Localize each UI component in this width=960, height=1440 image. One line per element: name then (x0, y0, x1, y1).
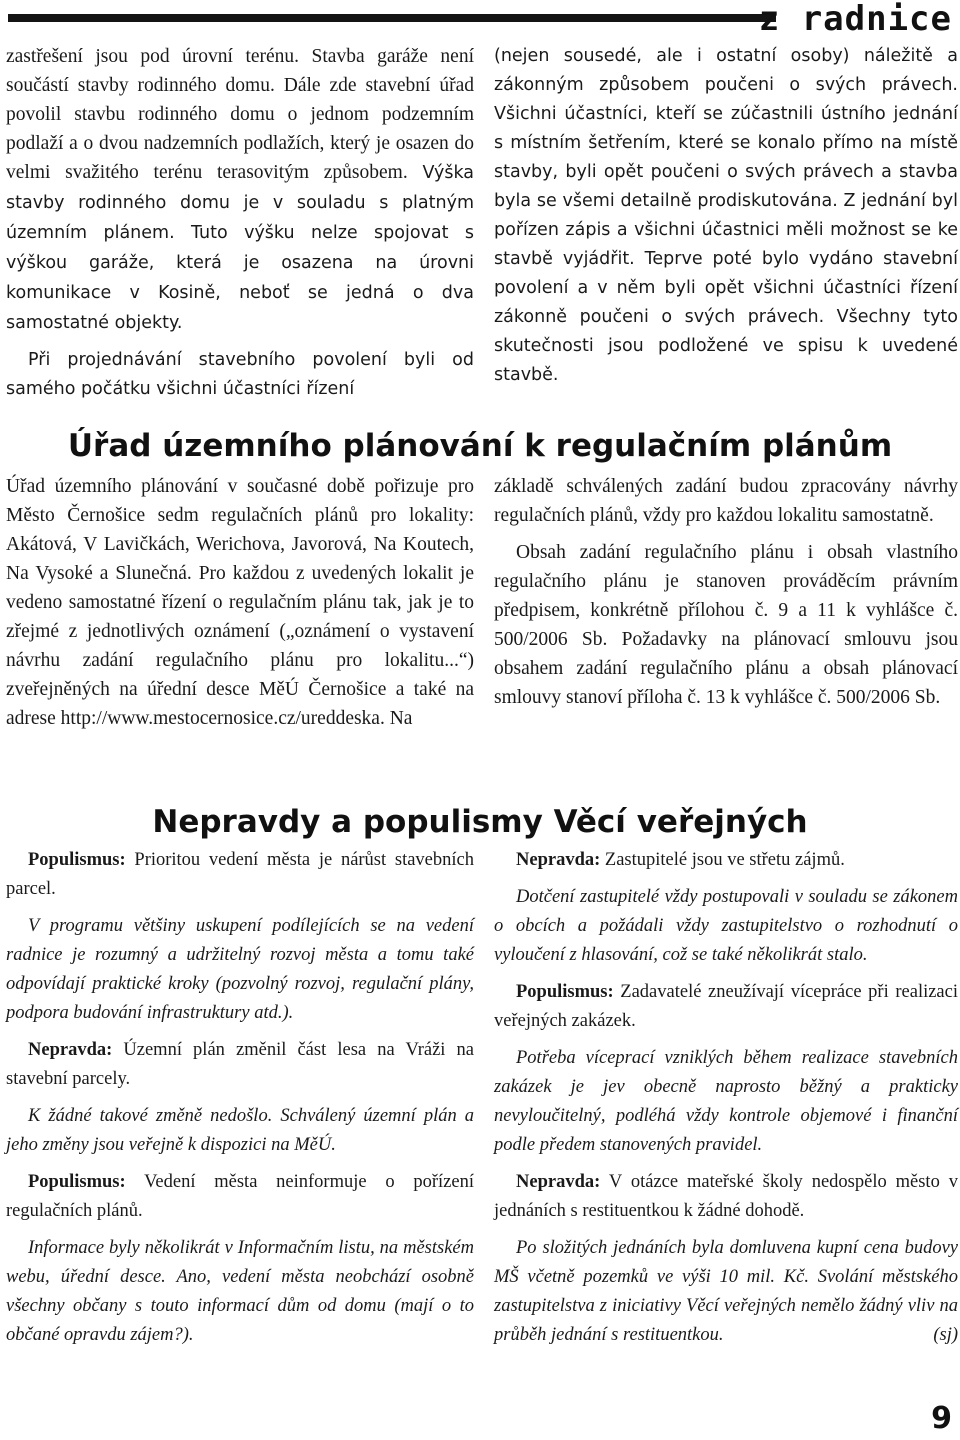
reply-item: Informace byly několikrát v Informačním listu, na městském webu, úřední desce. Ano, vedení města neobchází osobně všechny občany s touto informací dům od domu (mají o to občané opravdu zájem?). (6, 1238, 474, 1345)
article2-right-paragraph-1: základě schválených zadání budou zpracovány návrhy regulačních plánů, vždy pro každou lokalitu samostatně. (494, 476, 958, 526)
author-signature: (sj) (933, 1325, 958, 1345)
article1-left-paragraph-2: Při projednávání stavebního povolení byli od samého počátku všichni účastníci řízení (6, 350, 474, 399)
page-number: 9 (931, 1401, 952, 1436)
claim-item: Nepravda: Zastupitelé jsou ve střetu zájmů. (516, 850, 845, 870)
article2-right-column (494, 472, 958, 720)
reply-item: Potřeba víceprací vzniklých během realizace stavebních zakázek je jev obecně naprosto běžný a prakticky nevyloučitelný, podléhá vždy kontrole objemové i finanční podle předem stanovených pravidel. (494, 1048, 958, 1155)
reply-item: Dotčení zastupitelé vždy postupovali v souladu se zákonem o obcích a požádali vždy zastupitelstvo o rozhodnutí o vyloučení z hlasování, což se také několikrát stalo. (494, 887, 958, 965)
claim-item: Populismus: Vedení města neinformuje o pořízení regulačních plánů. (6, 1172, 474, 1221)
article2-left-paragraph-1: Úřad územního plánování v současné době pořizuje pro Město Černošice sedm regulačních plánů pro lokality: Akátová, V Lavičkách, Werichova, Javorová, Na Koutech, Na Vysoké a Slunečná. Pro každou z uvedených lokalit je vedeno samostatné řízení o regulačním plánu tak, jak je to zřejmé z jednotlivých oznámení („oznámení o vystavení návrhu zadání regulačního plánu pro lokalitu...“) zveřejněných na úřední desce MěÚ Černošice a také na adrese http://www.mestocernosice.cz/ureddeska. Na (6, 476, 474, 729)
article2-heading: Úřad územního plánování k regulačním plánům (67, 428, 893, 464)
claim-item: Nepravda: V otázce mateřské školy nedospělo město v jednáních s restituentkou k žádné dohodě. (494, 1172, 958, 1221)
claim-item: Populismus: Zadavatelé zneužívají vícepráce při realizaci veřejných zakázek. (494, 982, 958, 1031)
claim-item: Nepravda: Územní plán změnil část lesa na Vráži na stavební parcely. (6, 1040, 474, 1089)
article3-right-column (494, 846, 958, 1358)
article2-left-column (6, 472, 474, 741)
article1-left-column (6, 42, 474, 412)
article1-right-column (494, 42, 958, 398)
article3-left-column (6, 846, 474, 1358)
reply-item: K žádné takové změně nedošlo. Schválený územní plán a jeho změny jsou veřejně k dispozici na MěÚ. (6, 1106, 474, 1155)
claim-item: Populismus: Prioritou vedení města je nárůst stavebních parcel. (6, 850, 474, 899)
article2-right-paragraph-2: Obsah zadání regulačního plánu i obsah vlastního regulačního plánu je stanoven prováděcím právním předpisem, konkrétně přílohou č. 9 a 11 k vyhlášce č. 500/2006 Sb. Požadavky na plánovací smlouvu jsou obsahem zadání regulačního plánu a obsah plánovací smlouvy stanoví příloha č. 13 k vyhlášce č. 500/2006 Sb. (494, 542, 958, 708)
article1-right-paragraph-1: (nejen sousedé, ale i ostatní osoby) náležitě a zákonným způsobem poučeni o svých právech. Všichni účastníci, kteří se zúčastnili ústního jednání s místním šetřením, které se konalo přímo na místě stavby, byli opět poučeni o svých právech a stavba byla se všemi detailně prodiskutována. Z jednání byl pořízen zápis a všichni účastnici měli možnost se ke stavbě vyjádřit. Teprve poté bylo vydáno stavební povolení a v něm byli opět všichni účastníci řízení zákonně poučeni o svých právech. Všechny tyto skutečnosti jsou podložené ve spisu k uvedené stavbě. (494, 46, 958, 385)
reply-item: V programu většiny uskupení podílejících se na vedení radnice je rozumný a udržitelný rozvoj města a tomu také odpovídají praktické kroky (pozvolný rozvoj, regulační plány, podpora budování infrastruktury atd.). (6, 916, 474, 1023)
reply-item: Po složitých jednáních byla domluvena kupní cena budovy MŠ včetně pozemků ve výši 10 mil. Kč. Svolání městského zastupitelstva z iniciativy Věcí veřejných nemělo žádný vliv na průběh jednání s restituentkou. (sj) (494, 1234, 958, 1350)
section-title: z radnice (758, 0, 952, 39)
article3-heading: Nepravdy a populismy Věcí veřejných (152, 804, 808, 840)
article1-left-paragraph-1: zastřešení jsou pod úrovní terénu. Stavba garáže není součástí stavby rodinného domu. Dále zde stavební úřad povolil stavbu rodinného domu o jednom podzemním podlaží a o dvou nadzemních podlažích, který je osazen do velmi svažitého terénu terasovitým způsobem. Výška stavby rodinného domu je v souladu s platným územním plánem. Tuto výšku nelze spojovat s výškou garáže, která je osazena na úrovni komunikace v Kosině, neboť se jedná o dva samostatné objekty. (6, 46, 475, 333)
header-rule (8, 14, 776, 22)
